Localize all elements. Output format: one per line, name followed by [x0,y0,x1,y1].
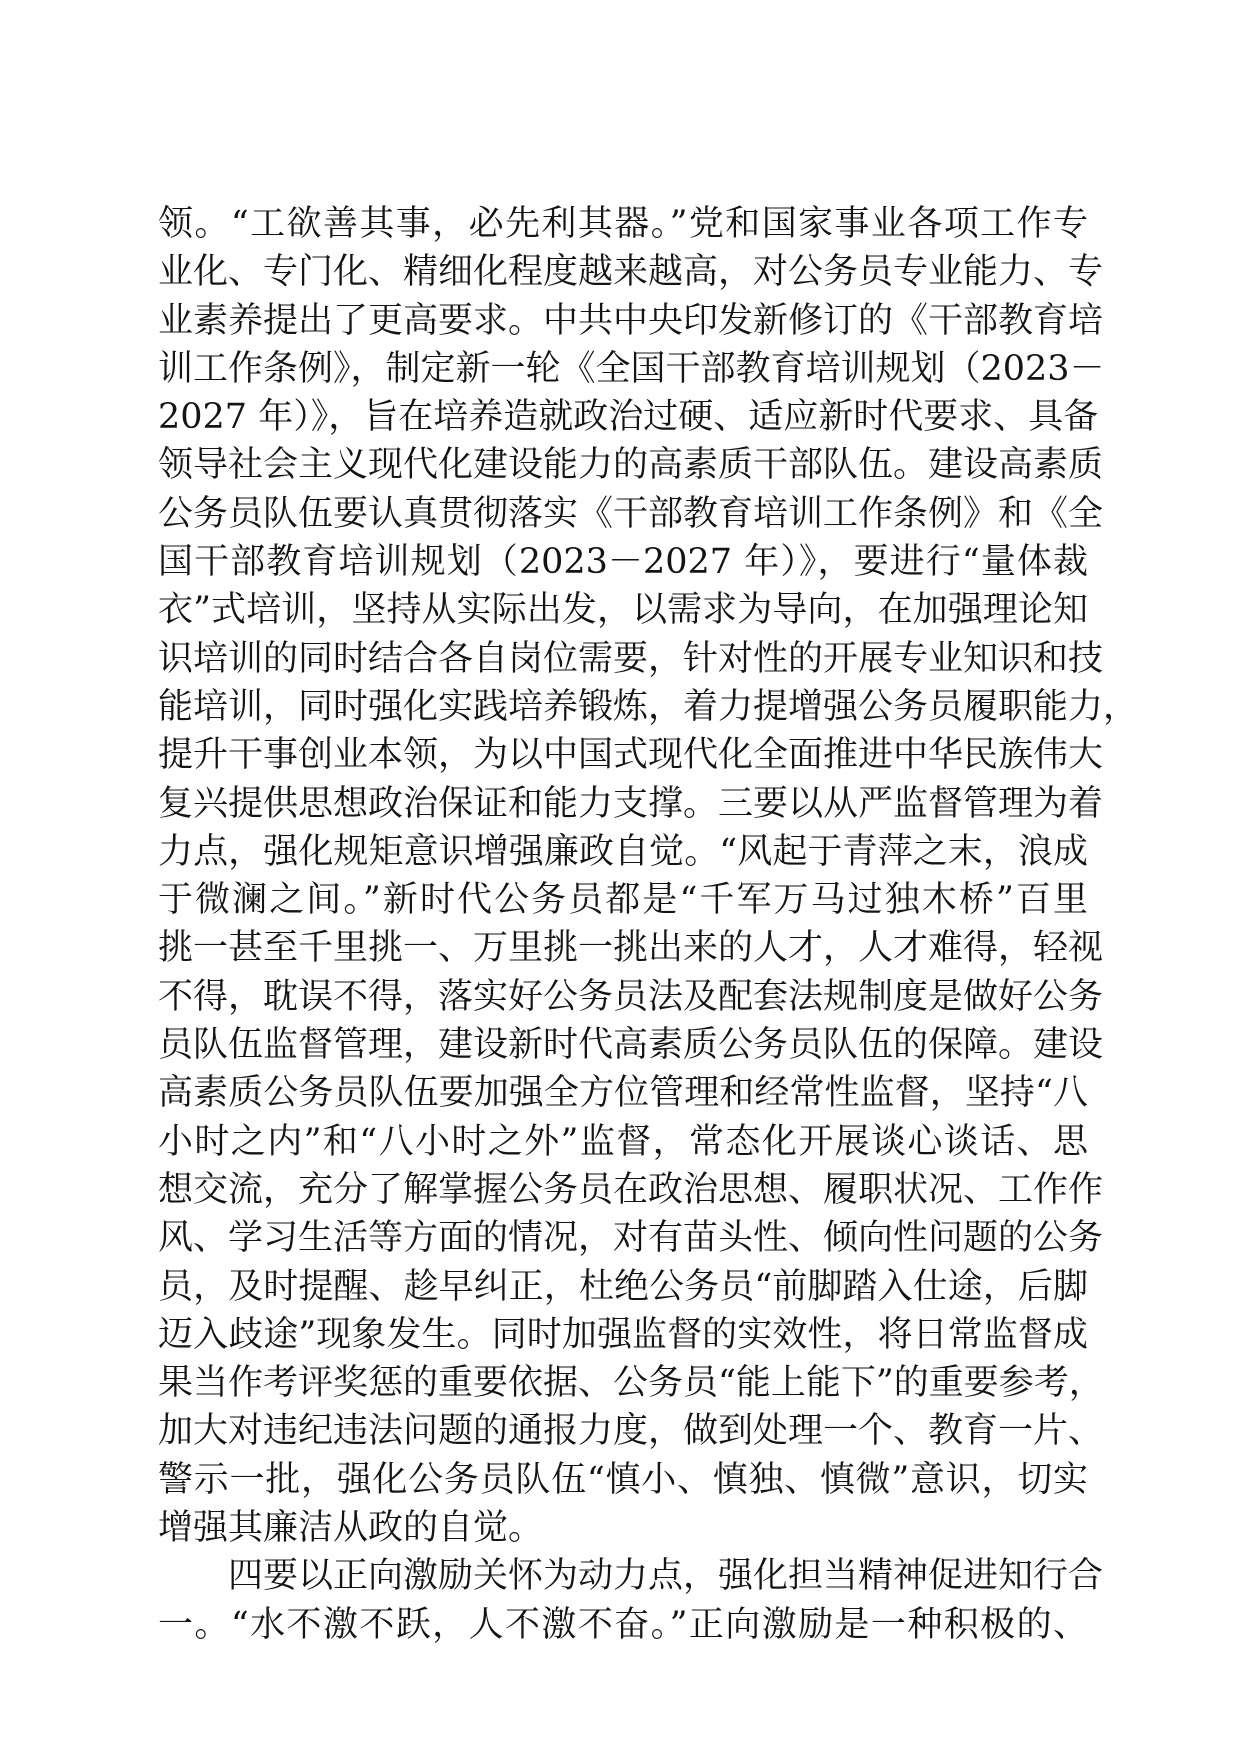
text-line: 提升干事创业本领，为以中国式现代化全面推进中华民族伟大 [158,735,1104,776]
text-line: 迈入歧途”现象发生。同时加强监督的实效性，将日常监督成 [158,1314,1088,1355]
text-line: 员队伍监督管理，建设新时代高素质公务员队伍的保障。建设 [158,1025,1104,1066]
text-line: 业化、专门化、精细化程度越来越高，对公务员专业能力、专 [158,252,1104,293]
text-line: 领。“工欲善其事，必先利其器。”党和国家事业各项工作专 [158,204,1088,244]
text-line: 风、学习生活等方面的情况，对有苗头性、倾向性问题的公务 [158,1218,1104,1259]
text-line: 力点，强化规矩意识增强廉政自觉。“风起于青萍之末，浪成 [158,831,1088,872]
text-line: 识培训的同时结合各自岗位需要，针对性的开展专业知识和技 [158,638,1104,679]
text-line: 国干部教育培训规划（2023－2027 年）》，要进行“量体裁 [158,542,1088,583]
text-line: 训工作条例》，制定新一轮《全国干部教育培训规划（2023－ [158,348,1105,389]
text-line: 小时之内”和“八小时之外”监督，常态化开展谈心谈话、思 [158,1121,1088,1162]
text-line: 2027 年）》，旨在培养造就政治过硬、适应新时代要求、具备 [158,397,1099,438]
paragraph-start-line: 四要以正向激励关怀为动力点，强化担当精神促进知行合 [228,1556,1104,1597]
text-line: 一。“水不激不跃，人不激不奋。”正向激励是一种积极的、 [158,1604,1088,1645]
text-line: 不得，耽误不得，落实好公务员法及配套法规制度是做好公务 [158,976,1104,1017]
text-line: 业素养提出了更高要求。中共中央印发新修订的《干部教育培 [158,300,1104,341]
text-line: 加大对违纪违法问题的通报力度，做到处理一个、教育一片、 [158,1411,1104,1452]
text-line: 员，及时提醒、趁早纠正，杜绝公务员“前脚踏入仕途，后脚 [158,1266,1088,1307]
text-line: 衣”式培训，坚持从实际出发，以需求为导向，在加强理论知 [158,590,1088,631]
paragraph-end-line: 增强其廉洁从政的自觉。 [158,1508,544,1549]
text-line: 警示一批，强化公务员队伍“慎小、慎独、慎微”意识，切实 [158,1459,1088,1500]
text-line: 领导社会主义现代化建设能力的高素质干部队伍。建设高素质 [158,445,1104,486]
text-line: 高素质公务员队伍要加强全方位管理和经常性监督，坚持“八 [158,1073,1088,1114]
text-line: 于微澜之间。”新时代公务员都是“千军万马过独木桥”百里 [158,880,1088,921]
text-line: 能培训，同时强化实践培养锻炼，着力提增强公务员履职能力， [158,686,1139,727]
text-line: 公务员队伍要认真贯彻落实《干部教育培训工作条例》和《全 [158,493,1104,534]
text-line: 复兴提供思想政治保证和能力支撑。三要以从严监督管理为着 [158,783,1104,824]
text-line: 想交流，充分了解掌握公务员在政治思想、履职状况、工作作 [158,1169,1104,1210]
text-line: 果当作考评奖惩的重要依据、公务员“能上能下”的重要参考， [158,1363,1104,1404]
text-line: 挑一甚至千里挑一、万里挑一挑出来的人才，人才难得，轻视 [158,928,1104,969]
document-page [158,200,1139,1649]
